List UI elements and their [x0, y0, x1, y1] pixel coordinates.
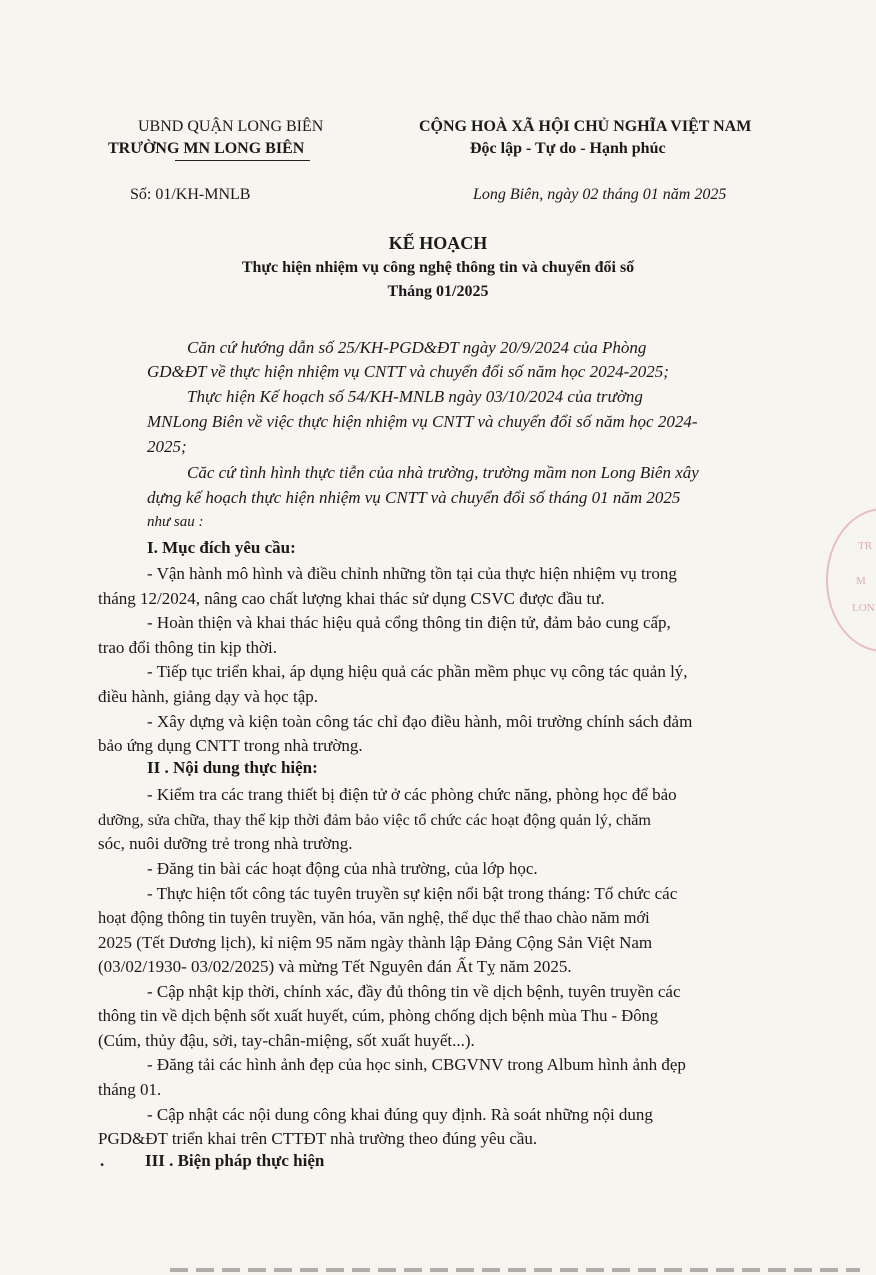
section-1-line: - Vận hành mô hình và điều chỉnh những tồn tại của thực hiện nhiệm vụ trong [147, 564, 677, 583]
section-3-heading-text: III . Biện pháp thực hiện [145, 1151, 325, 1170]
stamp-text: LON [852, 602, 875, 614]
preamble-line: như sau : [147, 514, 204, 530]
section-1-line: - Xây dựng và kiện toàn công tác chỉ đạo điều hành, môi trường chính sách đảm [147, 712, 693, 731]
stamp-text: M [856, 575, 866, 587]
document-title: KẾ HOẠCH [388, 233, 488, 253]
document-number: Số: 01/KH-MNLB [130, 186, 251, 203]
section-2-line: PGD&ĐT triển khai trên CTTĐT nhà trường theo đúng yêu cầu. [98, 1129, 538, 1148]
motto-underline [472, 162, 702, 163]
section-2-line: - Kiểm tra các trang thiết bị điện tử ở các phòng chức năng, phòng học để bảo [147, 785, 677, 804]
section-2-heading: II . Nội dung thực hiện: [147, 758, 318, 777]
section-2-line: - Cập nhật các nội dung công khai đúng quy định. Rà soát những nội dung [147, 1105, 653, 1124]
school-underline [175, 160, 310, 161]
preamble-line: Thực hiện Kế hoạch số 54/KH-MNLB ngày 03/10/2024 của trường [187, 387, 643, 406]
preamble-line: Căn cứ hướng dẫn số 25/KH-PGD&ĐT ngày 20/9/2024 của Phòng [187, 338, 647, 357]
document-subtitle: Thực hiện nhiệm vụ công nghệ thông tin và chuyển đổi số [241, 259, 635, 276]
section-1-heading: I. Mục đích yêu cầu: [147, 538, 296, 557]
section-1-line: trao đổi thông tin kịp thời. [98, 638, 277, 657]
section-2-line: (03/02/1930- 03/02/2025) và mừng Tết Nguyên đán Ất Tỵ năm 2025. [98, 957, 572, 976]
nation-title: CỘNG HOÀ XÃ HỘI CHỦ NGHĨA VIỆT NAM [419, 118, 752, 135]
preamble-line: MNLong Biên về việc thực hiện nhiệm vụ CNTT và chuyển đổi số năm học 2024- [147, 412, 698, 431]
section-2-line: sóc, nuôi dưỡng trẻ trong nhà trường. [98, 834, 353, 853]
official-stamp [826, 508, 876, 652]
section-3-indent: . [100, 1151, 105, 1170]
section-1-line: - Tiếp tục triển khai, áp dụng hiệu quả các phần mềm phục vụ công tác quản lý, [147, 662, 688, 681]
authority-name: UBND QUẬN LONG BIÊN [138, 118, 324, 135]
document-period: Tháng 01/2025 [387, 283, 489, 300]
section-1-line: - Hoàn thiện và khai thác hiệu quả cổng thông tin điện tử, đảm bảo cung cấp, [147, 613, 671, 632]
next-line-fragment [170, 1268, 860, 1272]
section-2-line: - Cập nhật kịp thời, chính xác, đầy đủ thông tin về dịch bệnh, tuyên truyền các [147, 982, 681, 1001]
section-2-line: dưỡng, sửa chữa, thay thế kịp thời đảm bảo việc tổ chức các hoạt động quản lý, chăm [98, 811, 651, 829]
section-2-line: 2025 (Tết Dương lịch), kỉ niệm 95 năm ngày thành lập Đảng Cộng Sản Việt Nam [98, 933, 653, 952]
section-2-line: - Thực hiện tốt công tác tuyên truyền sự kiện nổi bật trong tháng: Tổ chức các [147, 884, 678, 903]
preamble-line: 2025; [147, 437, 187, 456]
section-3-heading [100, 1151, 324, 1171]
preamble-line: Căc cứ tình hình thực tiễn của nhà trường, trường mầm non Long Biên xây [187, 463, 699, 482]
stamp-text: TR [858, 540, 873, 552]
place-date: Long Biên, ngày 02 tháng 01 năm 2025 [473, 186, 727, 203]
nation-motto: Độc lập - Tự do - Hạnh phúc [470, 140, 666, 157]
preamble-line: GD&ĐT về thực hiện nhiệm vụ CNTT và chuyển đổi số năm học 2024-2025; [147, 362, 669, 381]
preamble-line: dựng kế hoạch thực hiện nhiệm vụ CNTT và chuyển đổi số tháng 01 năm 2025 [147, 488, 681, 507]
section-2-line: tháng 01. [98, 1080, 162, 1099]
section-2-line: hoạt động thông tin tuyên truyền, văn hóa, văn nghệ, thể dục thể thao chào năm mới [98, 908, 650, 927]
section-2-line: (Cúm, thủy đậu, sởi, tay-chân-miệng, sốt xuất huyết...). [98, 1031, 475, 1050]
section-2-line: - Đăng tải các hình ảnh đẹp của học sinh, CBGVNV trong Album hình ảnh đẹp [147, 1055, 686, 1074]
school-name: TRƯỜNG MN LONG BIÊN [108, 140, 305, 157]
section-2-line: - Đăng tin bài các hoạt động của nhà trường, của lớp học. [147, 859, 538, 878]
section-1-line: điều hành, giảng dạy và học tập. [98, 687, 318, 706]
section-2-line: thông tin về dịch bệnh sốt xuất huyết, cúm, phòng chống dịch bệnh mùa Thu - Đông [98, 1006, 659, 1025]
section-1-line: tháng 12/2024, nâng cao chất lượng khai thác sử dụng CSVC được đầu tư. [98, 589, 605, 608]
section-1-line: bảo ứng dụng CNTT trong nhà trường. [98, 736, 363, 755]
